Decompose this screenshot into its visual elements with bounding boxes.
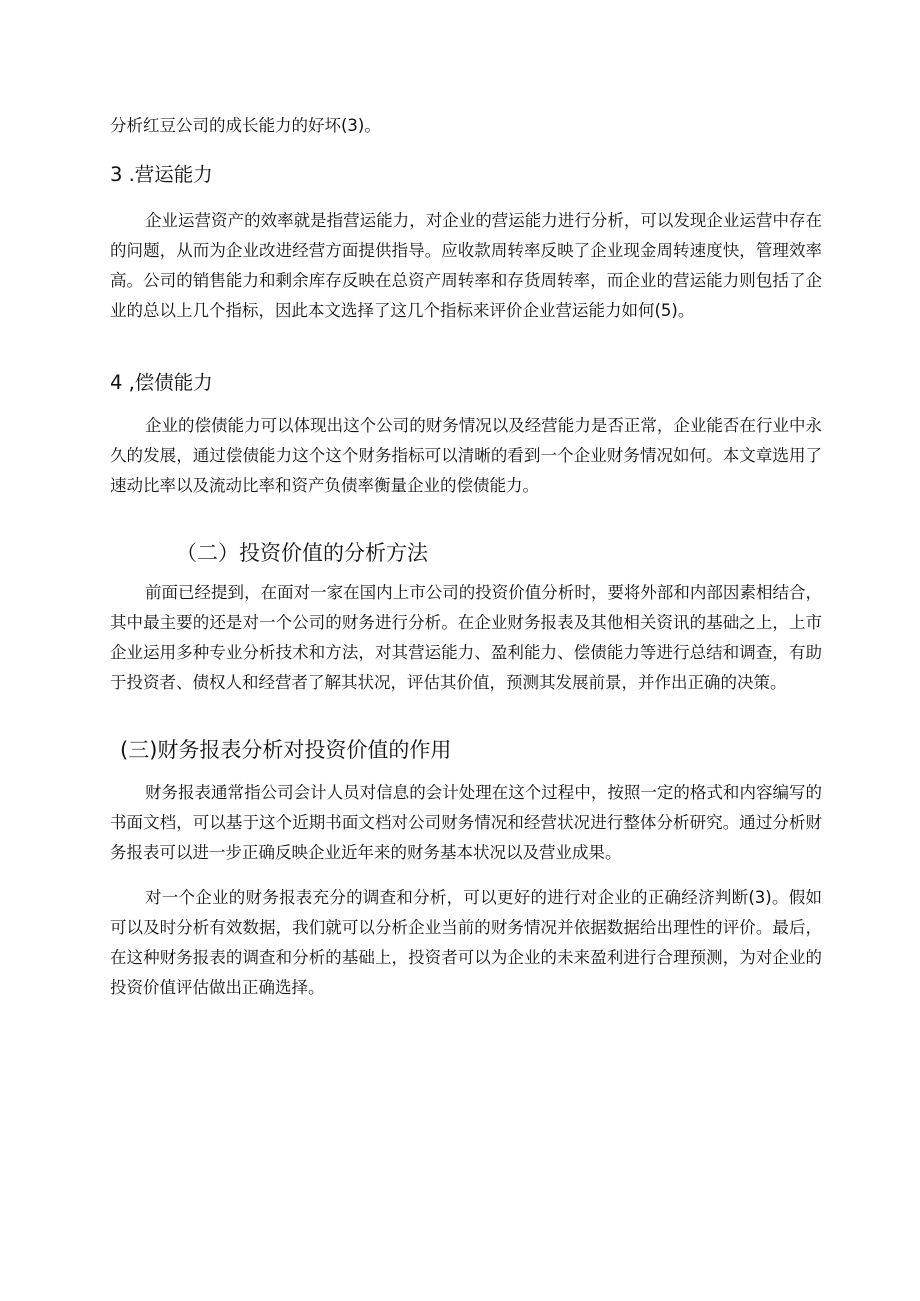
intro-line: 分析红豆公司的成长能力的好坏(3)。 xyxy=(110,116,381,135)
section-three-paragraph-1: 财务报表通常指公司会计人员对信息的会计处理在这个过程中，按照一定的格式和内容编写的书面文档，可以基于这个近期书面文档对公司财务情况和经营状况进行整体分析研究。通过分析财务报表可以进一步正确反映企业近年来的财务基本状况以及营业成果。 xyxy=(110,783,822,862)
section-4-paragraph: 企业的偿债能力可以体现出这个公司的财务情况以及经营能力是否正常，企业能否在行业中永久的发展，通过偿债能力这个这个财务指标可以清晰的看到一个企业财务情况如何。本文章选用了速动比率以及流动比率和资产负债率衡量企业的偿债能力。 xyxy=(110,416,822,495)
section-three-paragraph-2: 对一个企业的财务报表充分的调查和分析，可以更好的进行对企业的正确经济判断(3)。假如可以及时分析有效数据，我们就可以分析企业当前的财务情况并依据数据给出理性的评价。最后，在这种财务报表的调查和分析的基础上，投资者可以为企业的未来盈利进行合理预测，为对企业的投资价值评估做出正确选择。 xyxy=(110,888,822,997)
section-three-heading: (三)财务报表分析对投资价值的作用 xyxy=(120,738,452,762)
section-two-heading: （二）投资价值的分析方法 xyxy=(176,541,428,565)
section-3-heading: 3 .营运能力 xyxy=(110,163,213,186)
section-3-paragraph: 企业运营资产的效率就是指营运能力，对企业的营运能力进行分析，可以发现企业运营中存在的问题，从而为企业改进经营方面提供指导。应收款周转率反映了企业现金周转速度快，管理效率高。公司的销售能力和剩余库存反映在总资产周转率和存货周转率，而企业的营运能力则包括了企业的总以上几个指标，因此本文选择了这几个指标来评价企业营运能力如何(5)。 xyxy=(110,211,822,320)
section-two-paragraph: 前面已经提到，在面对一家在国内上市公司的投资价值分析时，要将外部和内部因素相结合，其中最主要的还是对一个公司的财务进行分析。在企业财务报表及其他相关资讯的基础之上，上市企业运用多种专业分析技术和方法，对其营运能力、盈利能力、偿债能力等进行总结和调查，有助于投资者、债权人和经营者了解其状况，评估其价值，预测其发展前景，并作出正确的决策。 xyxy=(110,583,822,692)
section-4-heading: 4 ,偿债能力 xyxy=(110,371,213,394)
